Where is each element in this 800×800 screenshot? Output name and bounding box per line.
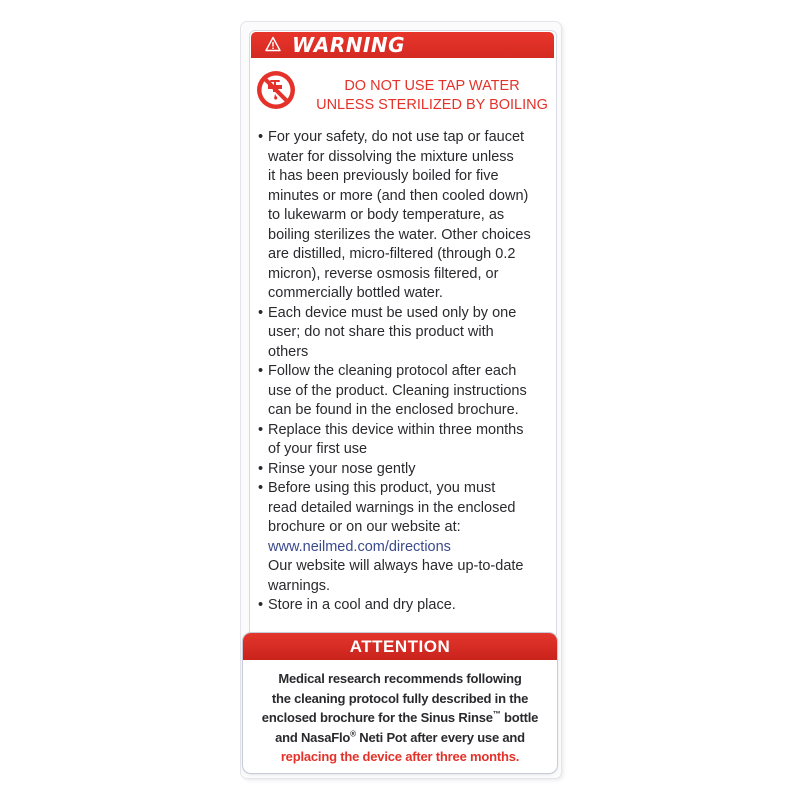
attention-text: enclosed brochure for the Sinus Rinse: [261, 710, 493, 725]
bullet-line: it has been previously boiled for five: [268, 168, 499, 184]
warning-title: WARNING: [292, 33, 406, 57]
bullet-line: Follow the cleaning protocol after each: [268, 363, 517, 379]
website-link[interactable]: www.neilmed.com/directions: [268, 538, 451, 555]
bullet-line: Before using this product, you must: [268, 480, 496, 496]
bullet-line: are distilled, micro-filtered (through 0.2: [268, 246, 516, 262]
bullet-line: minutes or more (and then cooled down): [268, 187, 529, 204]
product-label-panel: [241, 22, 561, 778]
bullet-dot: •: [258, 597, 264, 613]
bullet-read-warnings: [258, 479, 558, 596]
bullet-dot: •: [258, 129, 264, 145]
bullet-line: Rinse your nose gently: [268, 460, 416, 477]
bullet-line: of your first use: [268, 441, 368, 457]
bullet-line: to lukewarm or body temperature, as: [268, 207, 505, 223]
bullet-line: boiling sterilizes the water. Other choices: [268, 226, 531, 243]
attention-body: [243, 669, 557, 767]
trademark-mark: ™: [492, 709, 501, 719]
bullet-rinse-gently: [258, 460, 558, 480]
bullet-line: Replace this device within three months: [268, 421, 524, 438]
bullet-replace-device: [258, 421, 558, 460]
attention-line: the cleaning protocol fully described in the: [271, 690, 529, 706]
bullet-line: user; do not share this product with: [268, 324, 494, 340]
bullet-dot: •: [258, 480, 264, 496]
no-tap-water-icon: [255, 69, 297, 111]
tap-warning-line: UNLESS STERILIZED BY BOILING: [316, 97, 548, 113]
bullet-line: Each device must be used only by one: [268, 304, 517, 321]
attention-section: [243, 633, 557, 773]
warning-header: [251, 32, 554, 58]
bullet-dot: •: [258, 304, 264, 321]
attention-text: Neti Pot after every use and: [355, 729, 525, 745]
bullet-line: others: [268, 343, 309, 360]
attention-text: and NasaFlo: [275, 729, 351, 745]
bullet-line: Store in a cool and dry place.: [268, 597, 456, 613]
bullet-line: read detailed warnings in the enclosed: [268, 499, 516, 516]
bullet-line: Our website will always have up-to-date: [268, 558, 524, 574]
bullet-cleaning-protocol: [258, 362, 558, 421]
tap-warning-line: DO NOT USE TAP WATER: [344, 78, 520, 94]
bullet-line: micron), reverse osmosis filtered, or: [268, 265, 499, 282]
attention-line: [243, 708, 557, 728]
bullet-single-user: [258, 304, 558, 363]
warning-bullet-list: [258, 128, 558, 616]
tap-water-warning: [306, 77, 558, 115]
bullet-line: warnings.: [268, 577, 331, 594]
bullet-line: commercially bottled water.: [268, 285, 443, 301]
attention-line: [243, 728, 557, 748]
bullet-line: use of the product. Cleaning instructions: [268, 382, 527, 399]
bullet-line: brochure or on our website at:: [268, 519, 461, 535]
bullet-dot: •: [258, 460, 264, 477]
bullet-tap-water: [258, 128, 558, 304]
bullet-line: can be found in the enclosed brochure.: [268, 402, 519, 418]
attention-title: ATTENTION: [243, 633, 557, 660]
bullet-dot: •: [258, 363, 264, 379]
bullet-line: water for dissolving the mixture unless: [268, 148, 514, 165]
registered-mark: ®: [350, 729, 356, 739]
bullet-line: For your safety, do not use tap or faucet: [268, 129, 525, 145]
attention-text: bottle: [500, 710, 539, 725]
bullet-storage: [258, 596, 558, 616]
attention-line: Medical research recommends following: [278, 671, 522, 686]
bullet-dot: •: [258, 421, 264, 438]
attention-highlight-line: replacing the device after three months.: [280, 749, 520, 764]
warning-triangle-icon: [265, 36, 281, 52]
